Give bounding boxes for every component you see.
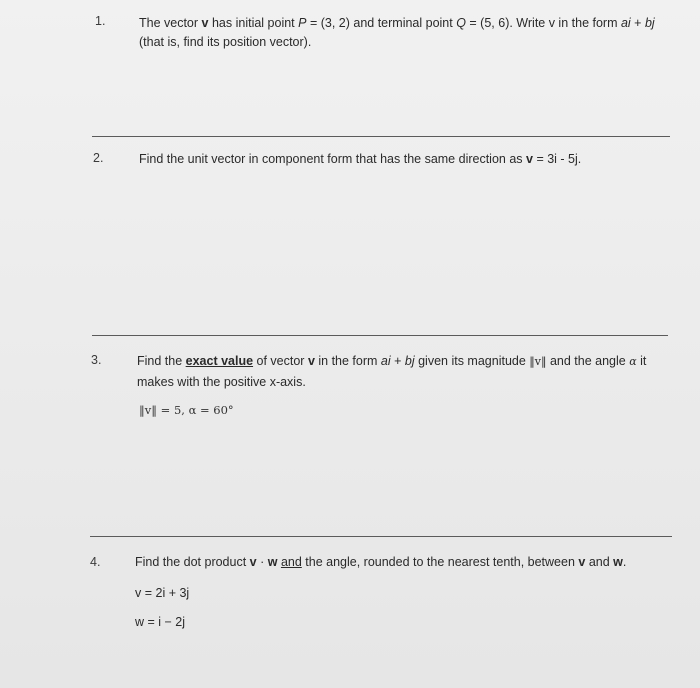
- problem-2-text: Find the unit vector in component form that has the same direction as v = 3i - 5j.: [139, 152, 582, 166]
- problem-4-w-equation: w = i − 2j: [135, 615, 186, 629]
- divider-2: [92, 335, 668, 336]
- divider-3: [90, 536, 672, 537]
- problem-4-v-equation: v = 2i + 3j: [135, 586, 190, 600]
- problem-4-number: 4.: [90, 555, 101, 569]
- problem-1-text: The vector v has initial point P = (3, 2) and terminal point Q = (5, 6). Write v in the form ai + bj: [139, 16, 655, 30]
- problem-3-text: Find the exact value of vector v in the form ai + bj given its magnitude ‖v‖ and the angle α it: [137, 354, 647, 368]
- problem-2-number: 2.: [93, 151, 104, 165]
- problem-4-text: Find the dot product v · w and the angle, rounded to the nearest tenth, between v and w.: [135, 555, 627, 569]
- problem-3-text-line2: makes with the positive x-axis.: [137, 375, 306, 389]
- problem-1-text-line2: (that is, find its position vector).: [139, 35, 312, 49]
- divider-1: [92, 136, 670, 137]
- problem-1-number: 1.: [95, 14, 106, 28]
- problem-3-given: ‖v‖ = 5, α = 60°: [139, 403, 234, 417]
- problem-3-number: 3.: [91, 353, 102, 367]
